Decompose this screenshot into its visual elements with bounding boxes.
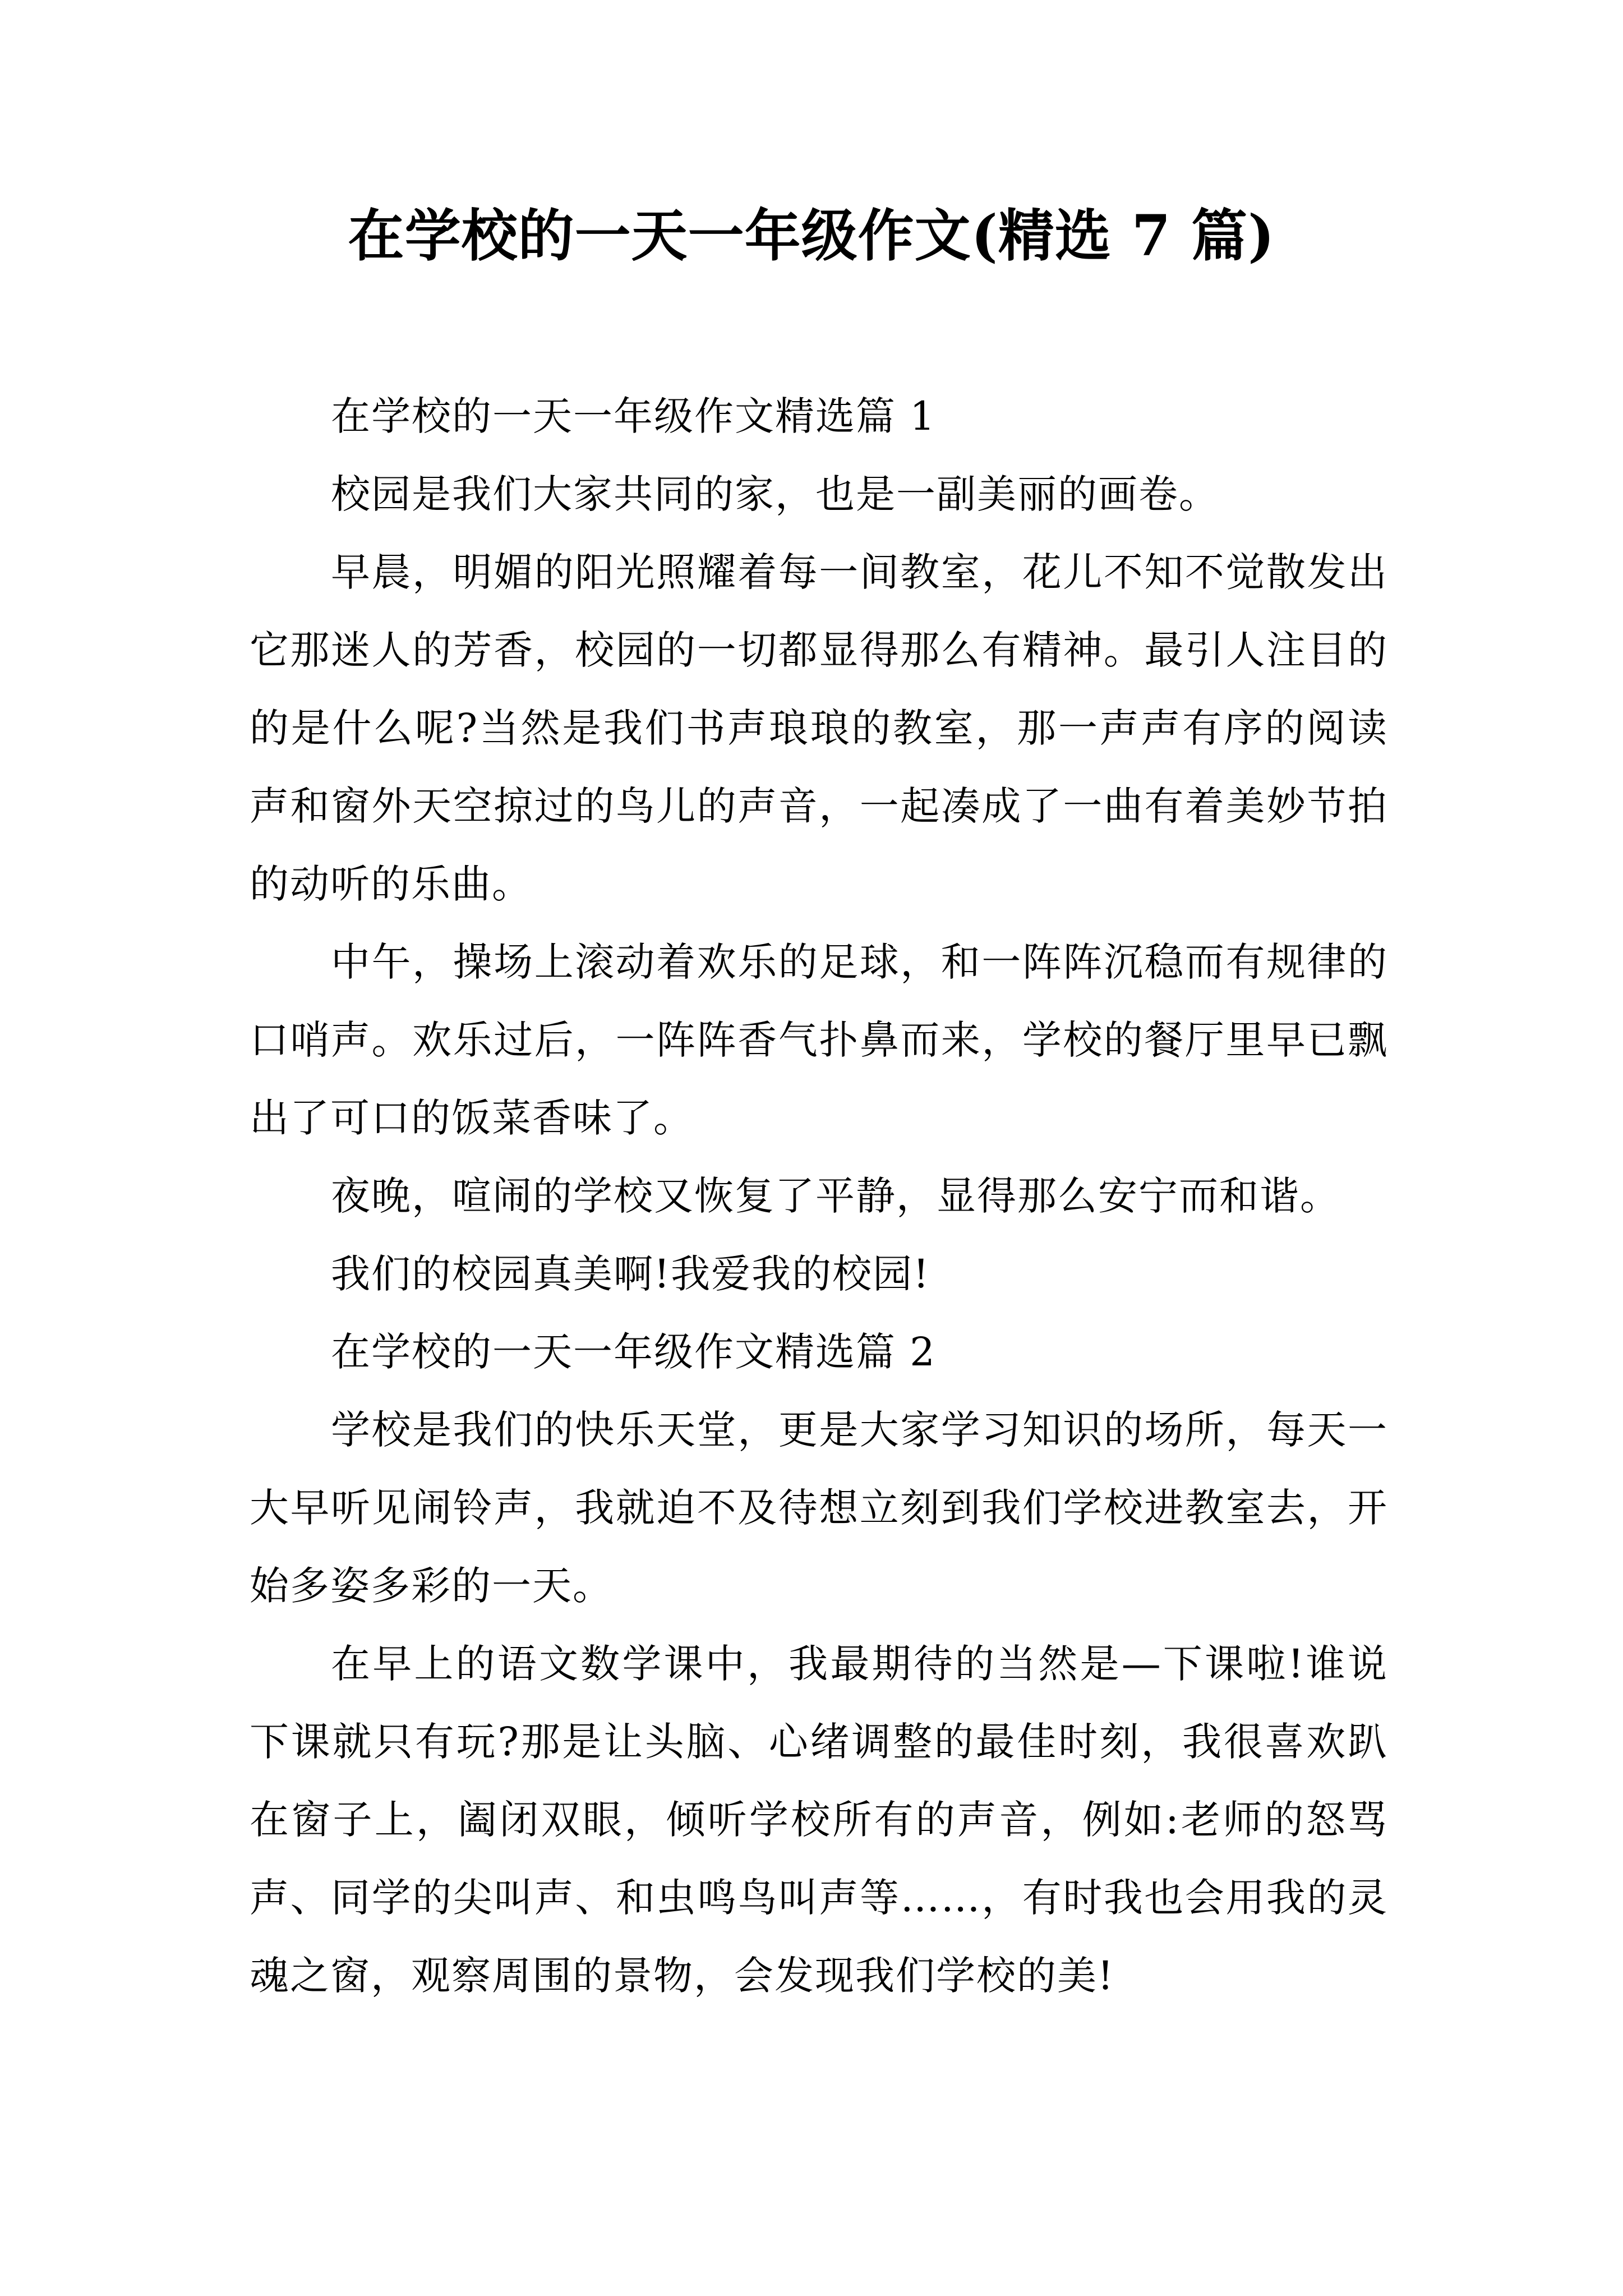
paragraph: 校园是我们大家共同的家，也是一副美丽的画卷。	[331, 471, 1219, 517]
section-heading-1: 在学校的一天一年级作文精选篇 1	[331, 393, 936, 439]
section-heading-2: 在学校的一天一年级作文精选篇 2	[331, 1329, 936, 1375]
paragraph: 学校是我们的快乐天堂，更是大家学习知识的场所，每天一大早听见闹铃声，我就迫不及待想立刻到我们学校进教室去，开始多姿多彩的一天。	[250, 1407, 1388, 1609]
paragraph: 在早上的语文数学课中，我最期待的当然是—下课啦!谁说下课就只有玩?那是让头脑、心绪调整的最佳时刻，我很喜欢趴在窗子上，阖闭双眼，倾听学校所有的声音，例如:老师的怒骂声、同学的尖叫声、和虫鸣鸟叫声等……，有时我也会用我的灵魂之窗，观察周围的景物，会发现我们学校的美!	[250, 1641, 1388, 1999]
paragraph: 中午，操场上滚动着欢乐的足球，和一阵阵沉稳而有规律的口哨声。欢乐过后，一阵阵香气扑鼻而来，学校的餐厅里早已飘出了可口的饭菜香味了。	[250, 939, 1388, 1141]
document-body	[250, 378, 1388, 2015]
paragraph: 早晨，明媚的阳光照耀着每一间教室，花儿不知不觉散发出它那迷人的芳香，校园的一切都显得那么有精神。最引人注目的的是什么呢?当然是我们书声琅琅的教室，那一声声有序的阅读声和窗外天空掠过的鸟儿的声音，一起凑成了一曲有着美妙节拍的动听的乐曲。	[250, 549, 1388, 907]
paragraph: 夜晚，喧闹的学校又恢复了平静，显得那么安宁而和谐。	[331, 1173, 1340, 1219]
paragraph: 我们的校园真美啊!我爱我的校园!	[331, 1251, 930, 1297]
document-title: 在学校的一天一年级作文(精选 7 篇)	[348, 203, 1275, 269]
